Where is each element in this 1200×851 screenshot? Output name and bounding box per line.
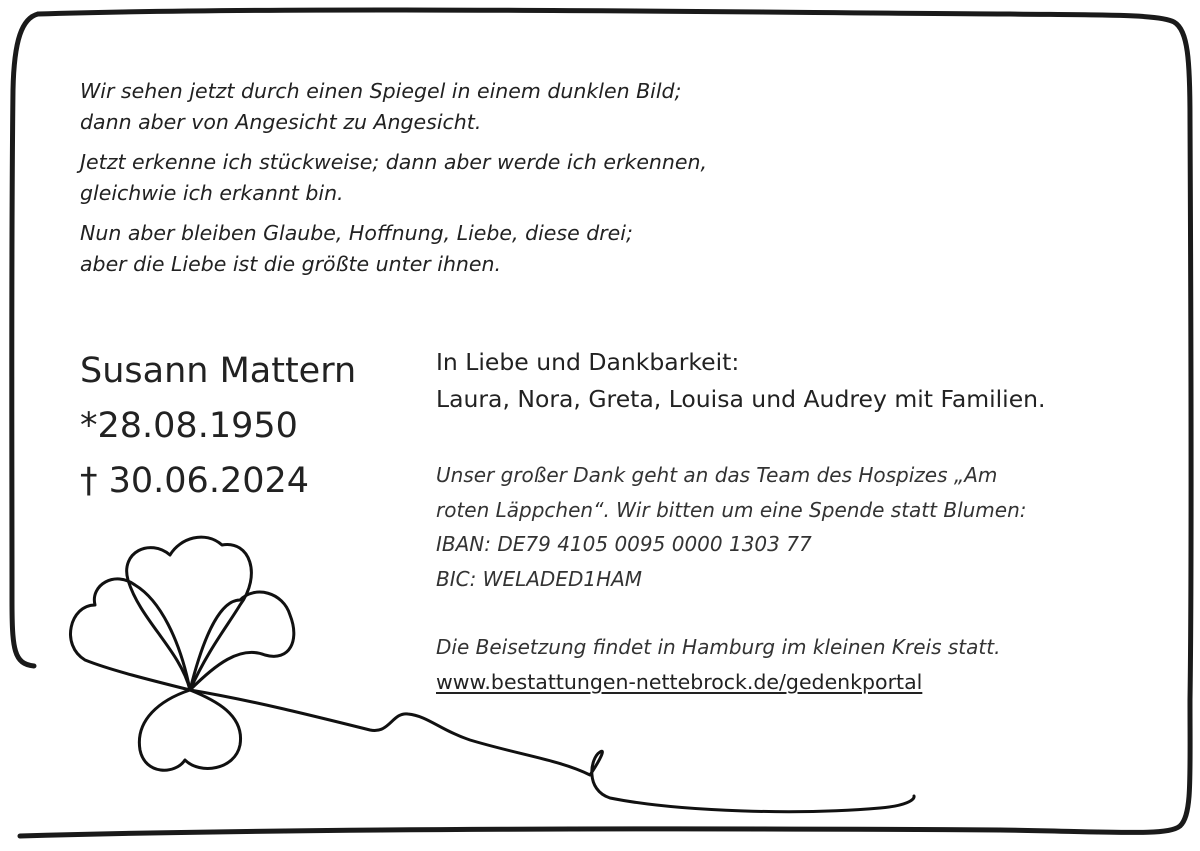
deceased-name: Susann Mattern	[80, 351, 357, 391]
verse-stanza-2: Jetzt erkenne ich stückweise; dann aber werde ich erkennen, gleichwie ich erkannt bin.	[80, 150, 708, 205]
bible-verse	[80, 76, 840, 289]
iban-line: IBAN: DE79 4105 0095 0000 1303 77	[436, 532, 812, 556]
mourners-names: Laura, Nora, Greta, Louisa und Audrey mit Familien.	[436, 385, 1046, 413]
thanks-note	[436, 458, 1176, 596]
thanks-line-1: Unser großer Dank geht an das Team des Hospizes „Am	[436, 463, 998, 487]
mourners-heading: In Liebe und Dankbarkeit:	[436, 348, 740, 376]
verse-stanza-1: Wir sehen jetzt durch einen Spiegel in einem dunklen Bild; dann aber von Angesicht zu Angesicht.	[80, 79, 682, 134]
memorial-portal-link[interactable]: www.bestattungen-nettebrock.de/gedenkportal	[436, 669, 923, 694]
birth-date: *28.08.1950	[80, 406, 298, 446]
burial-note: Die Beisetzung findet in Hamburg im kleinen Kreis statt.	[436, 635, 1001, 659]
thanks-line-2: roten Läppchen“. Wir bitten um eine Spende statt Blumen:	[436, 497, 1027, 522]
deceased-info	[80, 344, 420, 509]
mourners	[436, 344, 1176, 418]
bic-line: BIC: WELADED1HAM	[436, 566, 643, 591]
notice-details	[436, 344, 1176, 699]
death-date: † 30.06.2024	[80, 461, 310, 501]
verse-stanza-3: Nun aber bleiben Glaube, Hoffnung, Liebe, diese drei; aber die Liebe ist die größte unter ihnen.	[80, 221, 633, 276]
